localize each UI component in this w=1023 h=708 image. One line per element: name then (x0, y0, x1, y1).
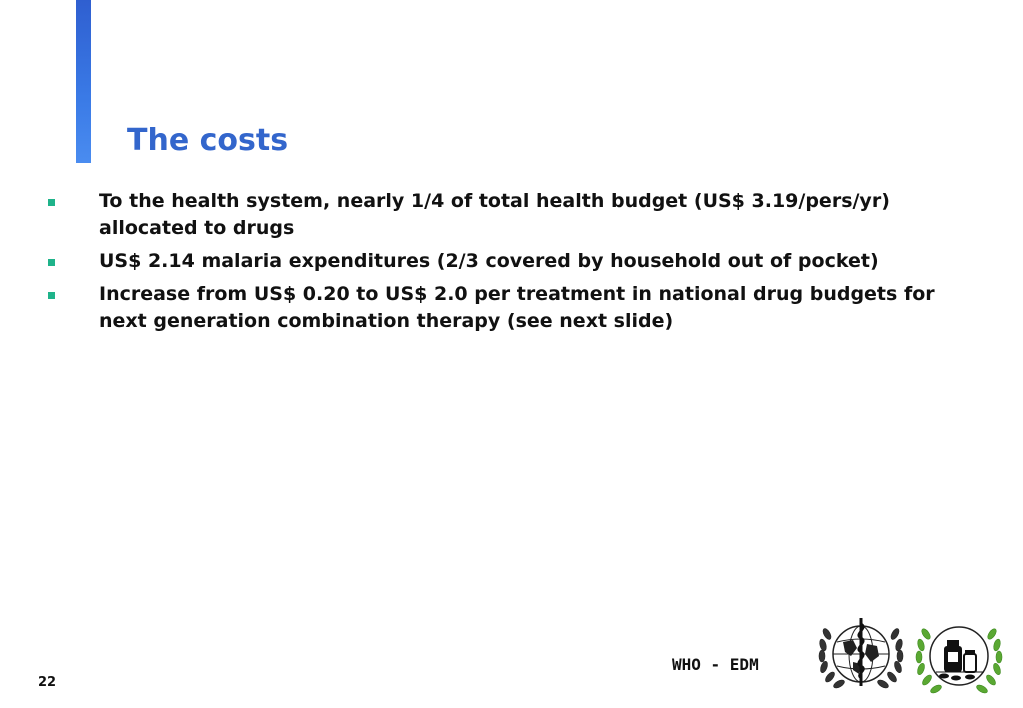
bullet-item (46, 281, 981, 335)
bullet-text: Increase from US$ 0.20 to US$ 2.0 per treatment in national drug budgets for next generation combination therapy (see next slide) (99, 283, 935, 332)
footer-organization: WHO - EDM (672, 655, 759, 674)
bullet-square-icon (48, 259, 55, 266)
who-emblem-icon (817, 612, 905, 692)
bullet-text: US$ 2.14 malaria expenditures (2/3 covered by household out of pocket) (99, 250, 879, 272)
bullet-item (46, 248, 981, 275)
bullet-item (46, 188, 981, 242)
page-number: 22 (38, 675, 57, 690)
accent-bar (76, 0, 91, 163)
bullet-square-icon (48, 292, 55, 299)
slide-title: The costs (127, 123, 289, 158)
bullet-text: To the health system, nearly 1/4 of total health budget (US$ 3.19/pers/yr) allocated to drugs (99, 190, 890, 239)
bullet-square-icon (48, 199, 55, 206)
edm-emblem-icon (914, 614, 1004, 698)
bullet-list (46, 188, 981, 341)
